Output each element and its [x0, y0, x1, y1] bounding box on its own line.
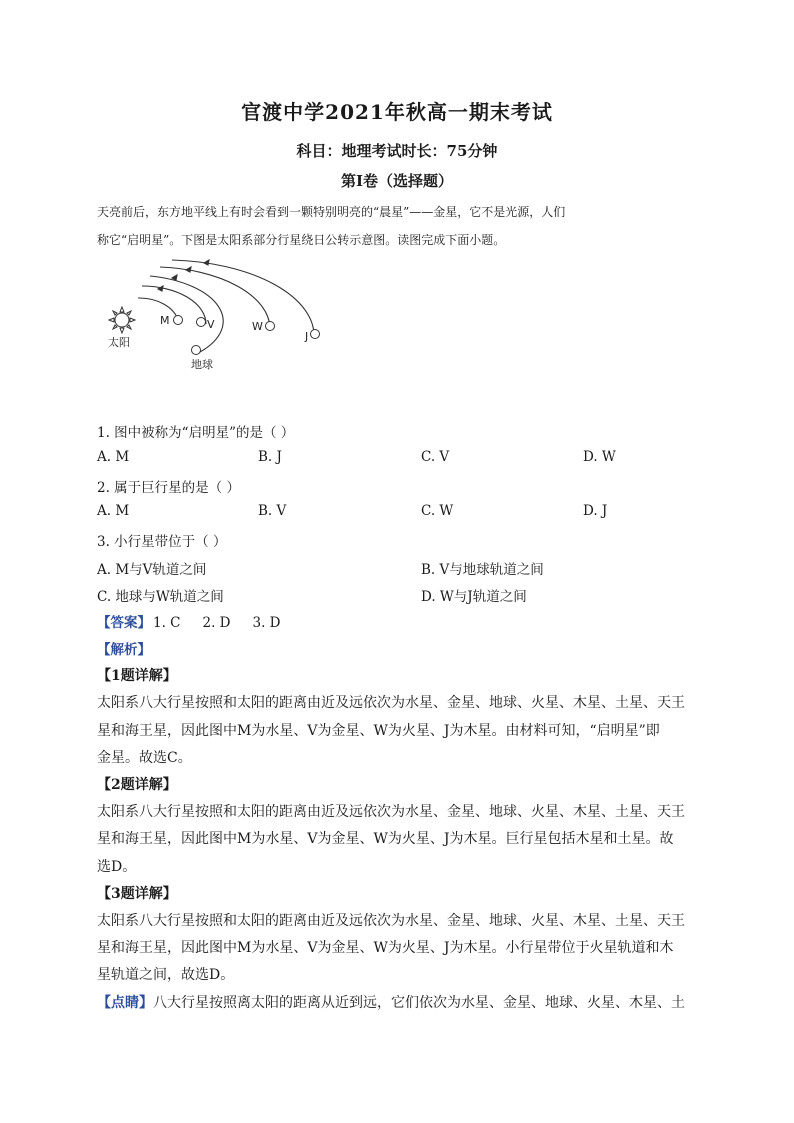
q2-option-b: B. V	[258, 503, 287, 519]
planet-m-label: M	[160, 314, 170, 327]
q2-option-d: D. J	[583, 503, 608, 519]
planet-w-icon	[266, 322, 275, 331]
orbit-m	[138, 298, 178, 320]
answer-line	[97, 611, 303, 631]
orbit-arrow-icon	[186, 267, 191, 272]
detail-1-line-2: 星和海王星，因此图中M为水星、V为金星、W为火星、J为木星。由材料可知，“启明星”即	[97, 723, 660, 739]
tip-text: 八大行星按照离太阳的距离从近到远，它们依次为水星、金星、地球、火星、木星、土	[153, 995, 685, 1011]
q3-option-d: D. W与J轨道之间	[421, 589, 527, 605]
q1-option-c: C. V	[421, 449, 450, 465]
exam-subtitle: 科目：地理考试时长：75分钟	[296, 142, 498, 160]
question-1-stem: 1. 图中被称为“启明星”的是（ ）	[97, 425, 295, 441]
planet-m-icon	[174, 316, 183, 325]
earth-label: 地球	[191, 358, 213, 371]
planet-j-icon	[311, 330, 320, 339]
q1-option-d: D. W	[583, 449, 616, 465]
intro-line-2: 称它“启明星”。下图是太阳系部分行星绕日公转示意图。读图完成下面小题。	[97, 233, 506, 247]
orbit-arrow-icon	[172, 275, 177, 280]
detail-1-heading: 【1题详解】	[97, 668, 177, 684]
tip-label: 【点睛】	[97, 995, 153, 1011]
question-2-stem: 2. 属于巨行星的是（ ）	[97, 480, 240, 496]
detail-1-line-1: 太阳系八大行星按照和太阳的距离由近及远依次为水星、金星、地球、火星、木星、土星、天王	[97, 695, 685, 711]
q3-option-a: A. M与V轨道之间	[97, 562, 207, 578]
solar-system-diagram	[100, 258, 340, 410]
q1-option-b: B. J	[258, 449, 282, 465]
detail-2-line-3: 选D。	[97, 859, 137, 875]
q1-option-a: A. M	[97, 449, 130, 465]
section-heading: 第Ⅰ卷（选择题）	[340, 172, 454, 190]
orbit-arrow-icon	[204, 260, 209, 265]
q2-option-c: C. W	[421, 503, 454, 519]
planet-v-label: V	[207, 318, 215, 331]
q3-option-c: C. 地球与W轨道之间	[97, 589, 224, 605]
sun-icon	[109, 307, 135, 333]
detail-2-heading: 【2题详解】	[97, 777, 177, 793]
planet-v-icon	[197, 318, 206, 327]
planet-earth-icon	[192, 346, 201, 355]
detail-3-line-3: 星轨道之间，故选D。	[97, 967, 235, 983]
orbit-j	[172, 260, 314, 338]
q3-option-b: B. V与地球轨道之间	[421, 562, 544, 578]
detail-3-line-1: 太阳系八大行星按照和太阳的距离由近及远依次为水星、金星、地球、火星、木星、土星、天王	[97, 913, 685, 929]
tip-line	[97, 992, 685, 1012]
answer-label: 【答案】	[97, 615, 151, 631]
sun-label: 太阳	[108, 336, 130, 349]
page-title: 官渡中学2021年秋高一期末考试	[241, 100, 553, 124]
detail-3-heading: 【3题详解】	[97, 886, 177, 902]
detail-3-line-2: 星和海王星，因此图中M为水星、V为金星、W为火星、J为木星。小行星带位于火星轨道和木	[97, 940, 674, 956]
planet-w-label: W	[252, 320, 263, 333]
answer-1: 1. C	[153, 615, 181, 631]
planet-j-label: J	[305, 330, 309, 343]
detail-1-line-3: 金星。故选C。	[97, 750, 192, 766]
detail-2-line-1: 太阳系八大行星按照和太阳的距离由近及远依次为水星、金星、地球、火星、木星、土星、天王	[97, 804, 685, 820]
answer-3: 3. D	[252, 615, 281, 631]
q2-option-a: A. M	[97, 503, 130, 519]
intro-line-1: 天亮前后，东方地平线上有时会看到一颗特别明亮的“晨星”——金星，它不是光源，人们	[97, 205, 566, 219]
analysis-label: 【解析】	[97, 642, 151, 658]
detail-2-line-2: 星和海王星，因此图中M为水星、V为金星、W为火星、J为木星。巨行星包括木星和土星。故	[97, 831, 674, 847]
answer-2: 2. D	[202, 615, 231, 631]
question-3-stem: 3. 小行星带位于（ ）	[97, 534, 227, 550]
